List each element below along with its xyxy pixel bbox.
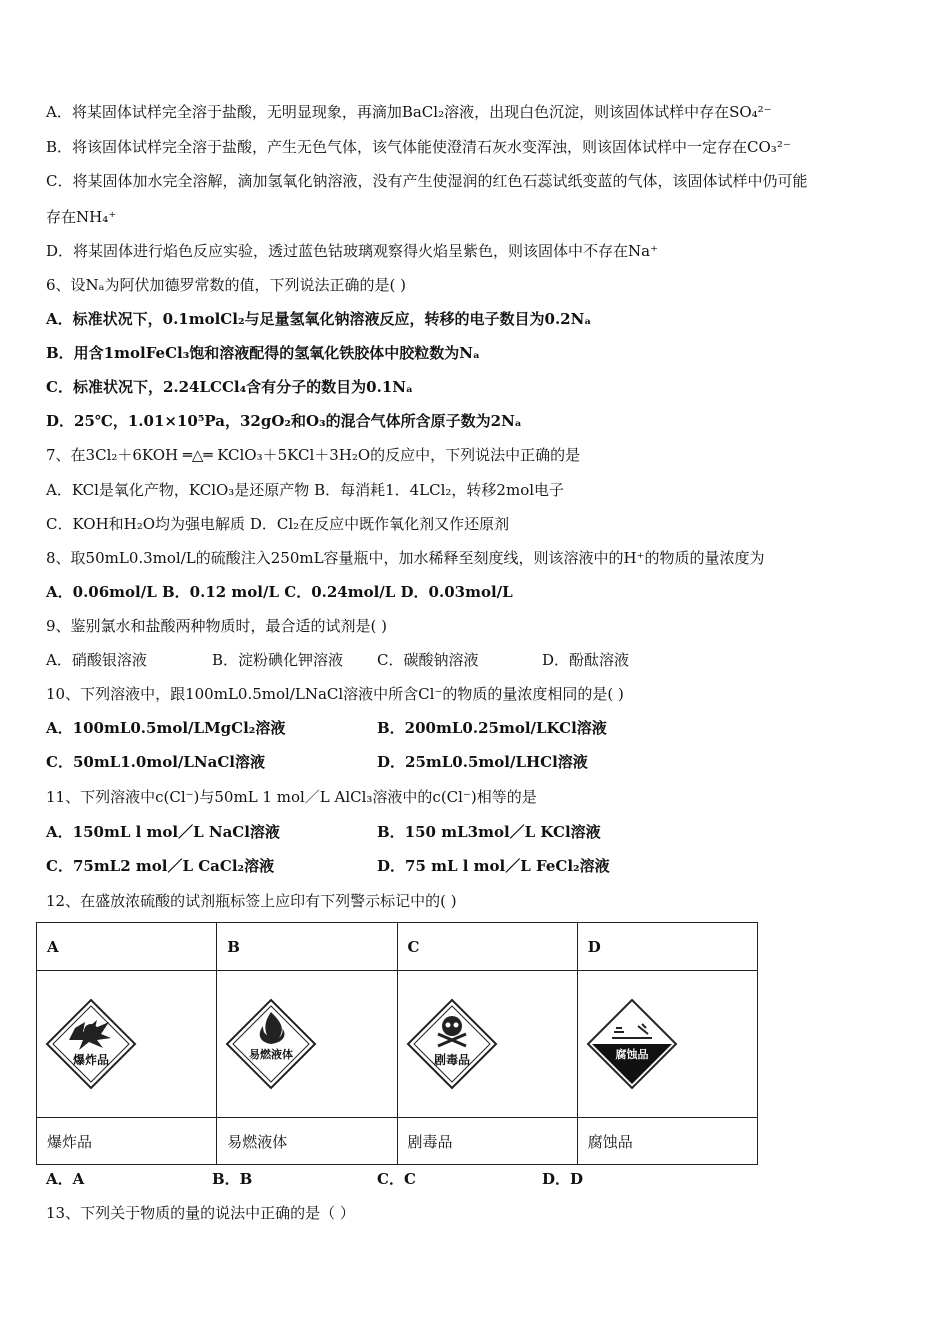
sign-name-b: 易燃液体 (217, 1118, 397, 1165)
table-header-b: B (217, 923, 397, 971)
q12-option-b: B．B (212, 1170, 253, 1188)
q12-option-d: D．D (542, 1170, 584, 1188)
q10-option-d: D．25mL0.5mol/LHCl溶液 (377, 753, 588, 771)
q9-option-b: B．淀粉碘化钾溶液 (212, 651, 344, 669)
q12-option-c: C．C (377, 1170, 416, 1188)
q9-option-a: A．硝酸银溶液 (46, 651, 147, 669)
q8-stem: 8、取50mL0.3mol/L的硫酸注入250mL容量瓶中，加水稀释至刻度线，则该溶液中的H⁺的物质的量浓度为 (46, 549, 765, 567)
q5-option-a: A．将某固体试样完全溶于盐酸，无明显现象，再滴加BaCl₂溶液，出现白色沉淀，则该固体试样中存在SO₄²⁻ (46, 103, 772, 121)
q6-option-b: B．用含1molFeCl₃饱和溶液配得的氢氧化铁胶体中胶粒数为Nₐ (46, 344, 480, 362)
toxic-sign-icon (406, 998, 498, 1090)
sign-name-a: 爆炸品 (37, 1118, 217, 1165)
q7-stem: 7、在3Cl₂＋6KOH ═△═ KClO₃＋5KCl＋3H₂O的反应中，下列说法中正确的是 (46, 446, 581, 464)
q9-stem: 9、鉴别氯水和盐酸两种物质时，最合适的试剂是( ) (46, 617, 388, 635)
corrosive-sign-label: 腐蚀品 (615, 1048, 649, 1061)
q11-option-c: C．75mL2 mol／L CaCl₂溶液 (46, 857, 275, 875)
q11-stem: 11、下列溶液中c(Cl⁻)与50mL 1 mol／L AlCl₃溶液中的c(Cl⁻)相等的是 (46, 788, 537, 806)
q6-option-d: D．25℃，1.01×10⁵Pa，32gO₂和O₃的混合气体所含原子数为2Nₐ (46, 412, 522, 430)
explosive-sign-label: 爆炸品 (72, 1053, 110, 1067)
toxic-sign-cell (397, 971, 577, 1118)
sign-name-c: 剧毒品 (397, 1118, 577, 1165)
flammable-liquid-sign-icon (225, 998, 317, 1090)
flammable-sign-cell (217, 971, 397, 1118)
flammable-sign-label: 易燃液体 (249, 1048, 294, 1061)
q12-stem: 12、在盛放浓硫酸的试剂瓶标签上应印有下列警示标记中的( ) (46, 892, 457, 910)
q11-option-a: A．150mL l mol／L NaCl溶液 (46, 823, 280, 841)
q7-options-ab: A．KCl是氧化产物，KClO₃是还原产物 B．每消耗1．4LCl₂，转移2mol电子 (46, 481, 565, 499)
q10-option-c: C．50mL1.0mol/LNaCl溶液 (46, 753, 265, 771)
q10-option-a: A．100mL0.5mol/LMgCl₂溶液 (46, 719, 286, 737)
hazard-sign-table (36, 922, 758, 1165)
q5-option-d: D．将某固体进行焰色反应实验，透过蓝色钴玻璃观察得火焰呈紫色，则该固体中不存在Na⁺ (46, 242, 659, 260)
q5-option-c: C．将某固体加水完全溶解，滴加氢氧化钠溶液，没有产生使湿润的红色石蕊试纸变蓝的气体，该固体试样中仍可能 (46, 172, 808, 190)
table-header-a: A (37, 923, 217, 971)
q8-options: A．0.06mol/L B．0.12 mol/L C．0.24mol/L D．0.03mol/L (46, 583, 513, 601)
q5-option-c-cont: 存在NH₄⁺ (46, 208, 117, 226)
q10-option-b: B．200mL0.25mol/LKCl溶液 (377, 719, 607, 737)
sign-name-d: 腐蚀品 (577, 1118, 757, 1165)
explosive-sign-icon (45, 998, 137, 1090)
q12-option-a: A．A (46, 1170, 85, 1188)
q13-stem: 13、下列关于物质的量的说法中正确的是（ ） (46, 1204, 355, 1222)
q6-stem: 6、设Nₐ为阿伏加德罗常数的值，下列说法正确的是( ) (46, 276, 406, 294)
q7-options-cd: C．KOH和H₂O均为强电解质 D．Cl₂在反应中既作氧化剂又作还原剂 (46, 515, 510, 533)
table-header-c: C (397, 923, 577, 971)
corrosive-sign-cell (577, 971, 757, 1118)
explosive-sign-cell (37, 971, 217, 1118)
q6-option-c: C．标准状况下，2.24LCCl₄含有分子的数目为0.1Nₐ (46, 378, 413, 396)
q10-stem: 10、下列溶液中，跟100mL0.5mol/LNaCl溶液中所含Cl⁻的物质的量浓度相同的是( ) (46, 685, 624, 703)
q11-option-b: B．150 mL3mol／L KCl溶液 (377, 823, 601, 841)
corrosive-sign-icon (586, 998, 678, 1090)
table-header-d: D (577, 923, 757, 971)
toxic-sign-label: 剧毒品 (433, 1053, 470, 1067)
q11-option-d: D．75 mL l mol／L FeCl₂溶液 (377, 857, 610, 875)
q9-option-d: D．酚酞溶液 (542, 651, 630, 669)
q6-option-a: A．标准状况下，0.1molCl₂与足量氢氧化钠溶液反应，转移的电子数目为0.2Nₐ (46, 310, 592, 328)
q5-option-b: B．将该固体试样完全溶于盐酸，产生无色气体，该气体能使澄清石灰水变浑浊，则该固体试样中一定存在CO₃²⁻ (46, 138, 791, 156)
q9-option-c: C．碳酸钠溶液 (377, 651, 479, 669)
